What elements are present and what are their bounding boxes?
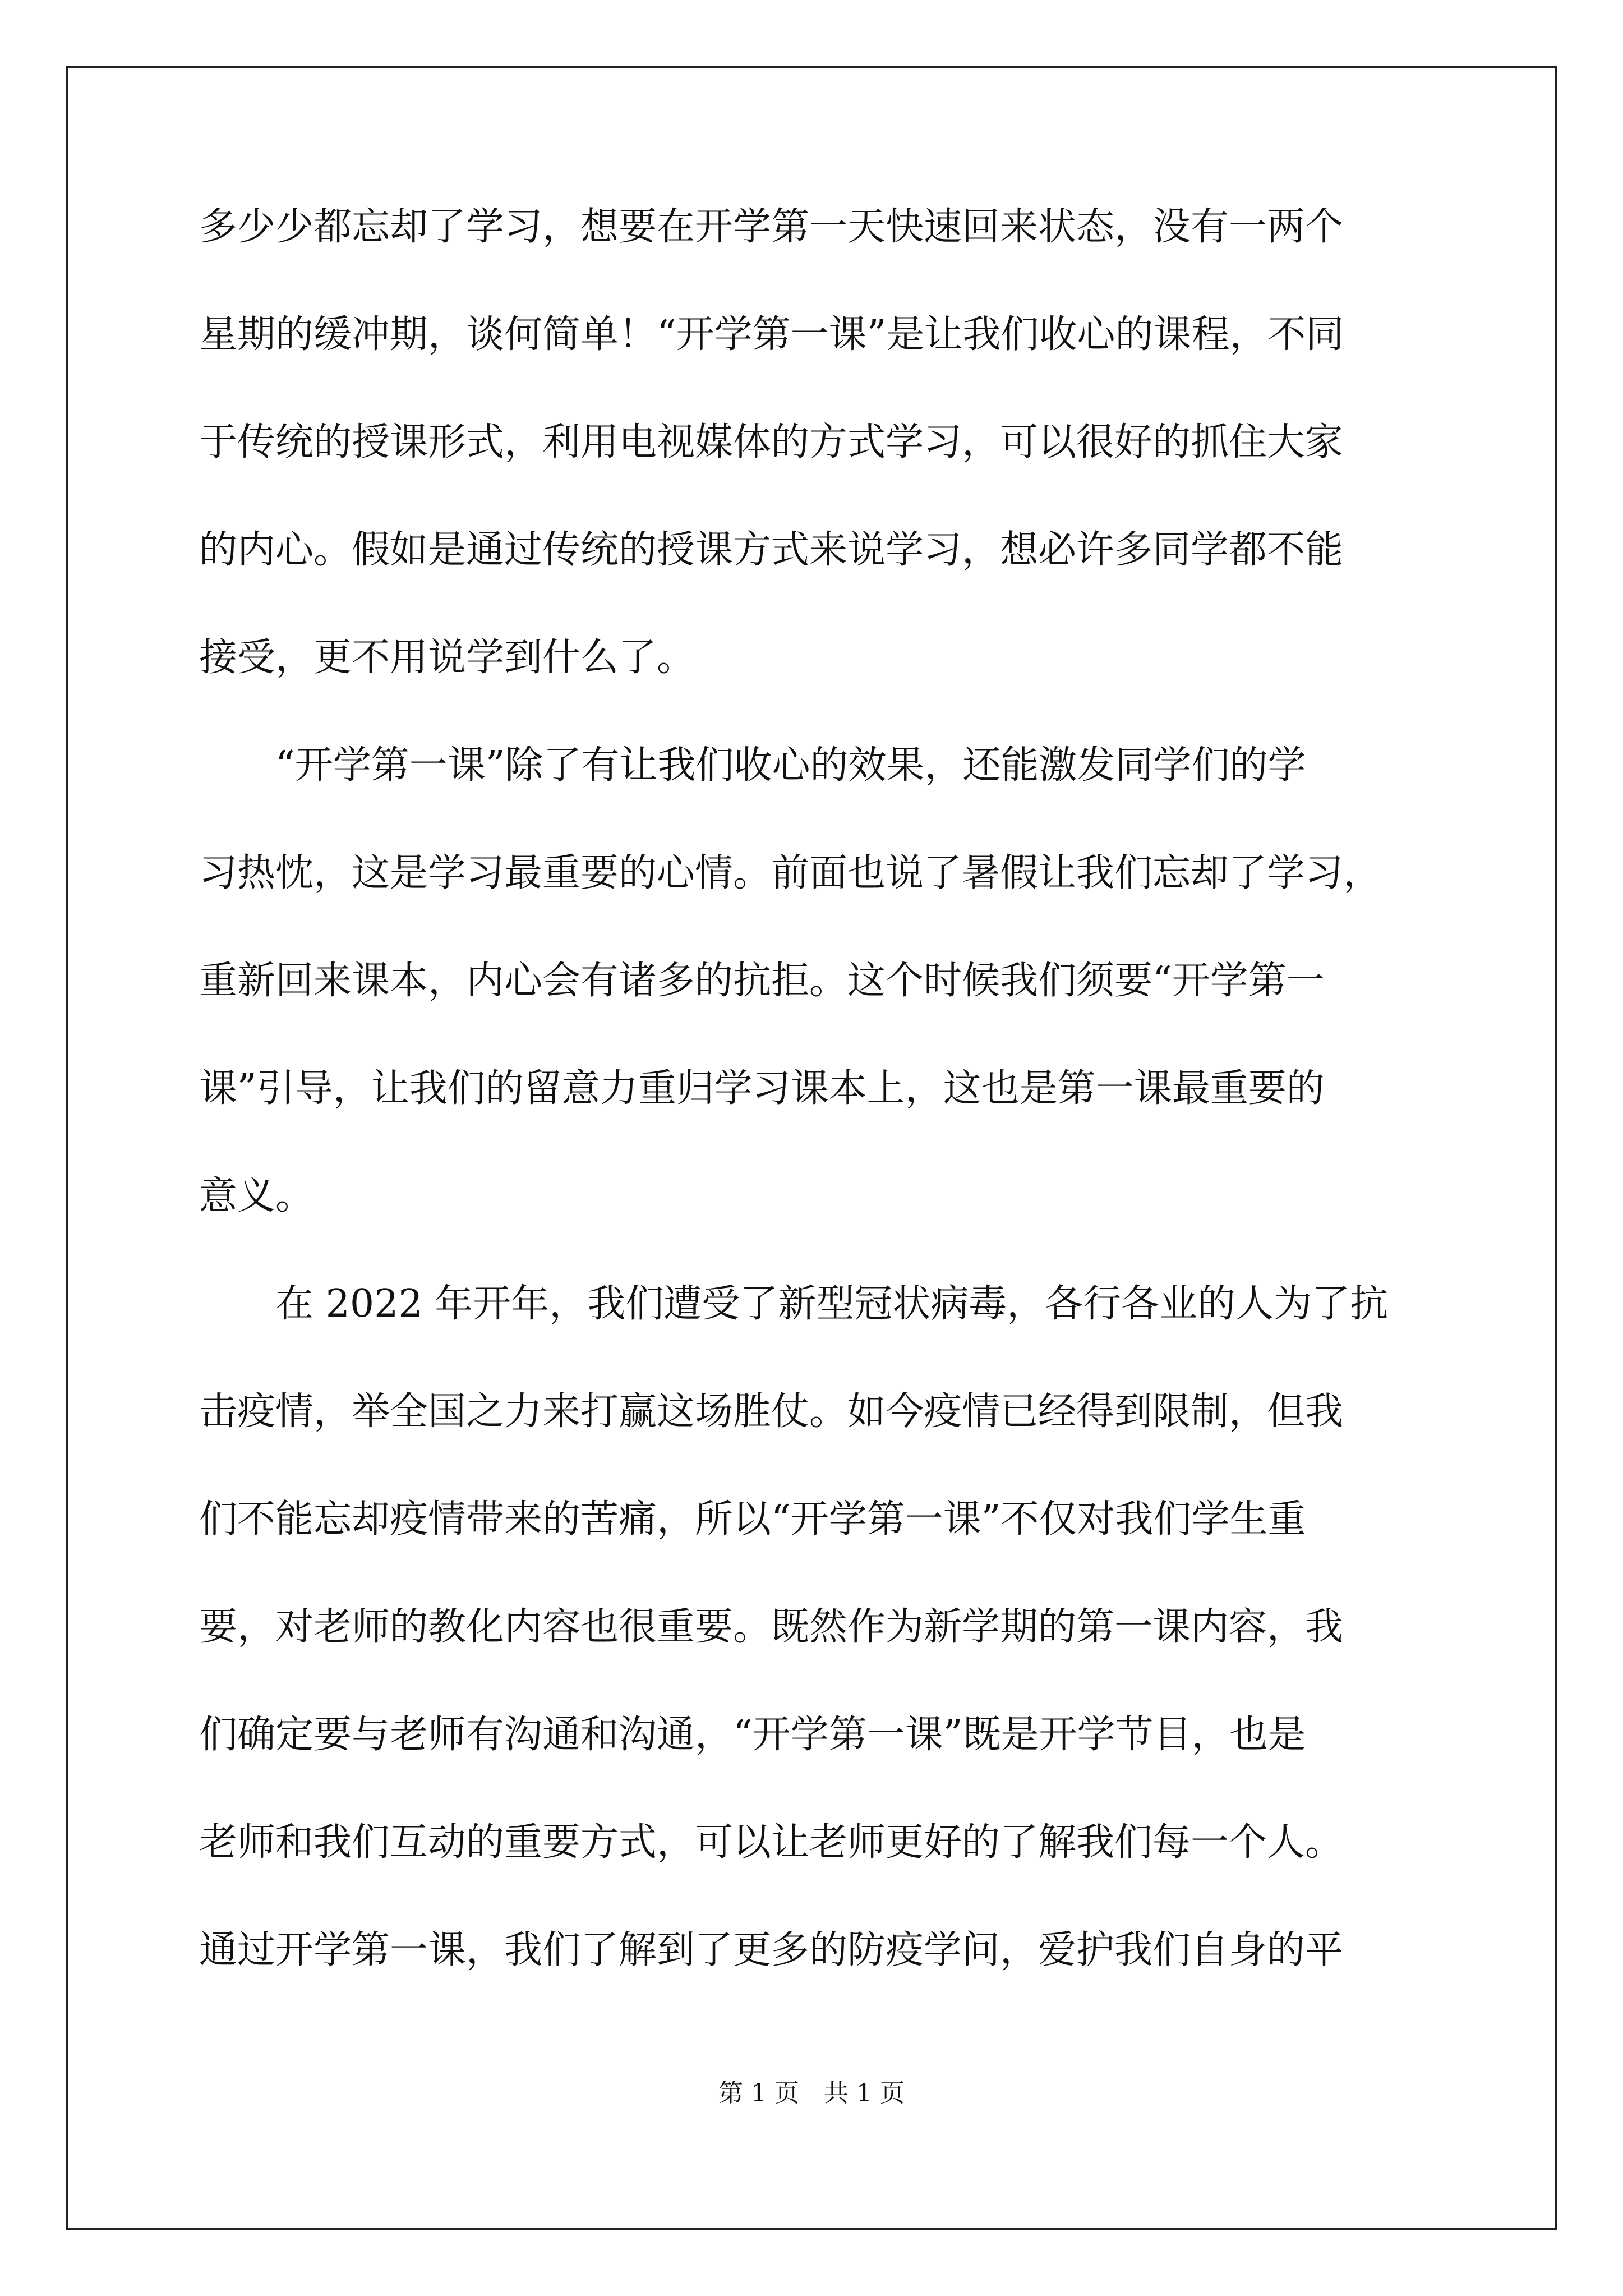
text-line: 击疫情，举全国之力来打赢这场胜仗。如今疫情已经得到限制，但我: [199, 1389, 1344, 1434]
text-line: 通过开学第一课，我们了解到了更多的防疫学问，爱护我们自身的平: [199, 1928, 1344, 1972]
text-line: 接受，更不用说学到什么了。: [199, 636, 695, 680]
text-line: “开学第一课”除了有让我们收心的效果，还能激发同学们的学: [199, 743, 1306, 788]
text-line: 多少少都忘却了学习，想要在开学第一天快速回来状态，没有一两个: [199, 205, 1344, 249]
text-line: 的内心。假如是通过传统的授课方式来说学习，想必许多同学都不能: [199, 528, 1344, 572]
page-number-footer: 第 1 页 共 1 页: [718, 2079, 905, 2108]
text-line: 老师和我们互动的重要方式，可以让老师更好的了解我们每一个人。: [199, 1820, 1344, 1865]
text-line: 要，对老师的教化内容也很重要。既然作为新学期的第一课内容，我: [199, 1605, 1344, 1649]
text-line: 习热忱，这是学习最重要的心情。前面也说了暑假让我们忘却了学习，: [199, 851, 1382, 895]
text-line: 于传统的授课形式，利用电视媒体的方式学习，可以很好的抓住大家: [199, 420, 1344, 464]
text-line: 意义。: [199, 1174, 314, 1218]
text-line: 重新回来课本，内心会有诸多的抗拒。这个时候我们须要“开学第一: [199, 959, 1325, 1003]
page-border: [66, 66, 1557, 2230]
text-line: 在 2022 年开年，我们遭受了新型冠状病毒，各行各业的人为了抗: [199, 1282, 1389, 1326]
text-line: 课”引导，让我们的留意力重归学习课本上，这也是第一课最重要的: [199, 1066, 1325, 1111]
text-line: 星期的缓冲期，谈何简单！“开学第一课”是让我们收心的课程，不同: [199, 312, 1344, 357]
text-line: 们不能忘却疫情带来的苦痛，所以“开学第一课”不仅对我们学生重: [199, 1497, 1306, 1542]
text-line: 们确定要与老师有沟通和沟通，“开学第一课”既是开学节目，也是: [199, 1713, 1306, 1757]
